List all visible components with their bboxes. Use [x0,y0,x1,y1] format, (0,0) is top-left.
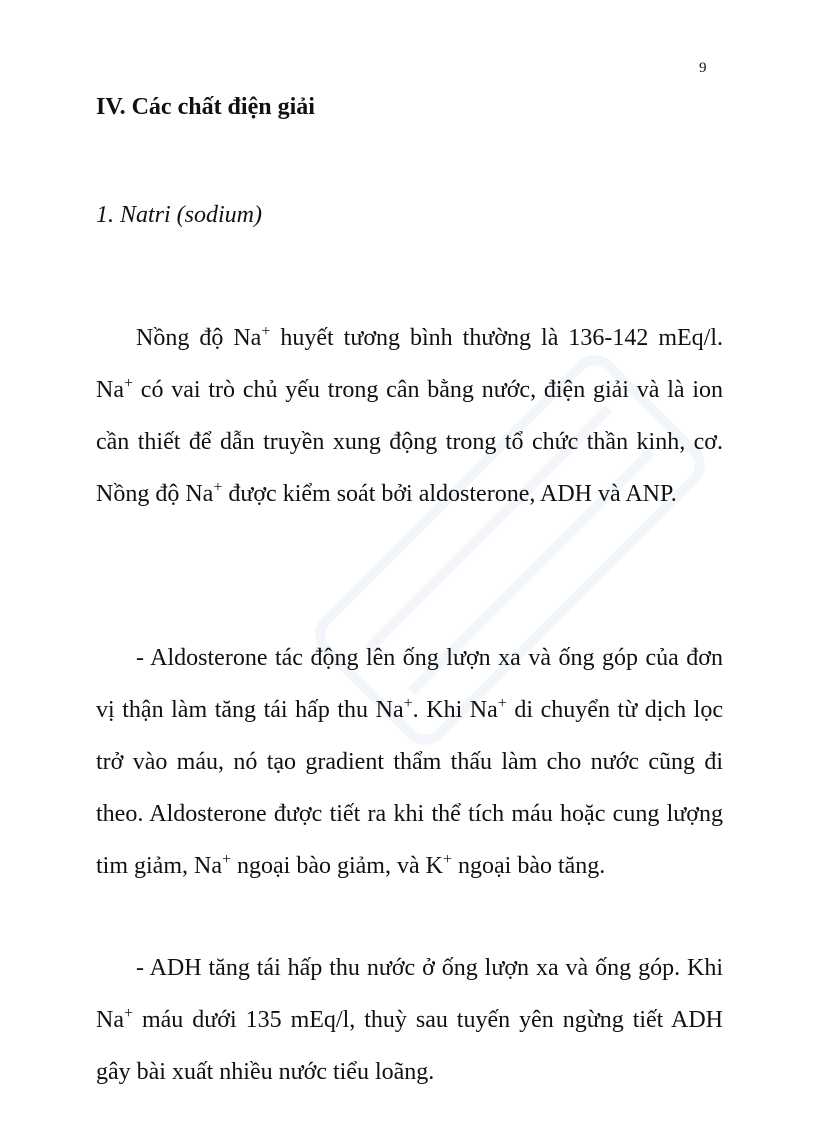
paragraph-sodium-overview [96,312,723,520]
superscript-plus: + [403,695,413,712]
text-run: ngoại bào giảm, và K [231,853,443,879]
text-run: di chuyển từ dịch lọc trở vào máu, nó tạo gradient thẩm thấu làm cho nước cũng đi theo. Aldosterone được tiết ra khi thể tích máu hoặc cung lượng tim giảm, Na [96,697,723,879]
text-run: - ADH tăng tái hấp thu nước ở ống lượn xa và ống góp. Khi Na [96,955,723,1033]
text-run: được kiểm soát bởi aldosterone, ADH và ANP. [222,481,677,507]
text-run: có vai trò chủ yếu trong cân bằng nước, điện giải và là ion cần thiết để dẫn truyền xung động trong tổ chức thần kinh, cơ. Nồng độ Na [96,377,723,507]
text-run: . Khi Na [412,697,498,723]
superscript-plus: + [123,1005,134,1022]
text-run: máu dưới 135 mEq/l, thuỳ sau tuyến yên ngừng tiết ADH gây bài xuất nhiều nước tiểu loãng. [96,1007,723,1085]
paragraph-aldosterone [96,632,723,892]
text-run: huyết tương bình thường là 136-142 mEq/l. Na [96,325,723,403]
text-run: Nồng độ Na [136,325,262,351]
superscript-plus: + [497,695,507,712]
paragraph-adh [96,942,723,1098]
subsection-heading: 1. Natri (sodium) [96,202,263,228]
superscript-plus: + [213,479,223,496]
page-number: 9 [699,60,707,76]
superscript-plus: + [261,323,271,340]
superscript-plus: + [221,851,232,868]
section-heading: IV. Các chất điện giải [96,94,315,120]
text-run: - Aldosterone tác động lên ống lượn xa và ống góp của đơn vị thận làm tăng tái hấp thu Na [96,645,723,723]
text-run: ngoại bào tăng. [452,853,606,879]
superscript-plus: + [442,851,452,868]
superscript-plus: + [123,375,134,392]
